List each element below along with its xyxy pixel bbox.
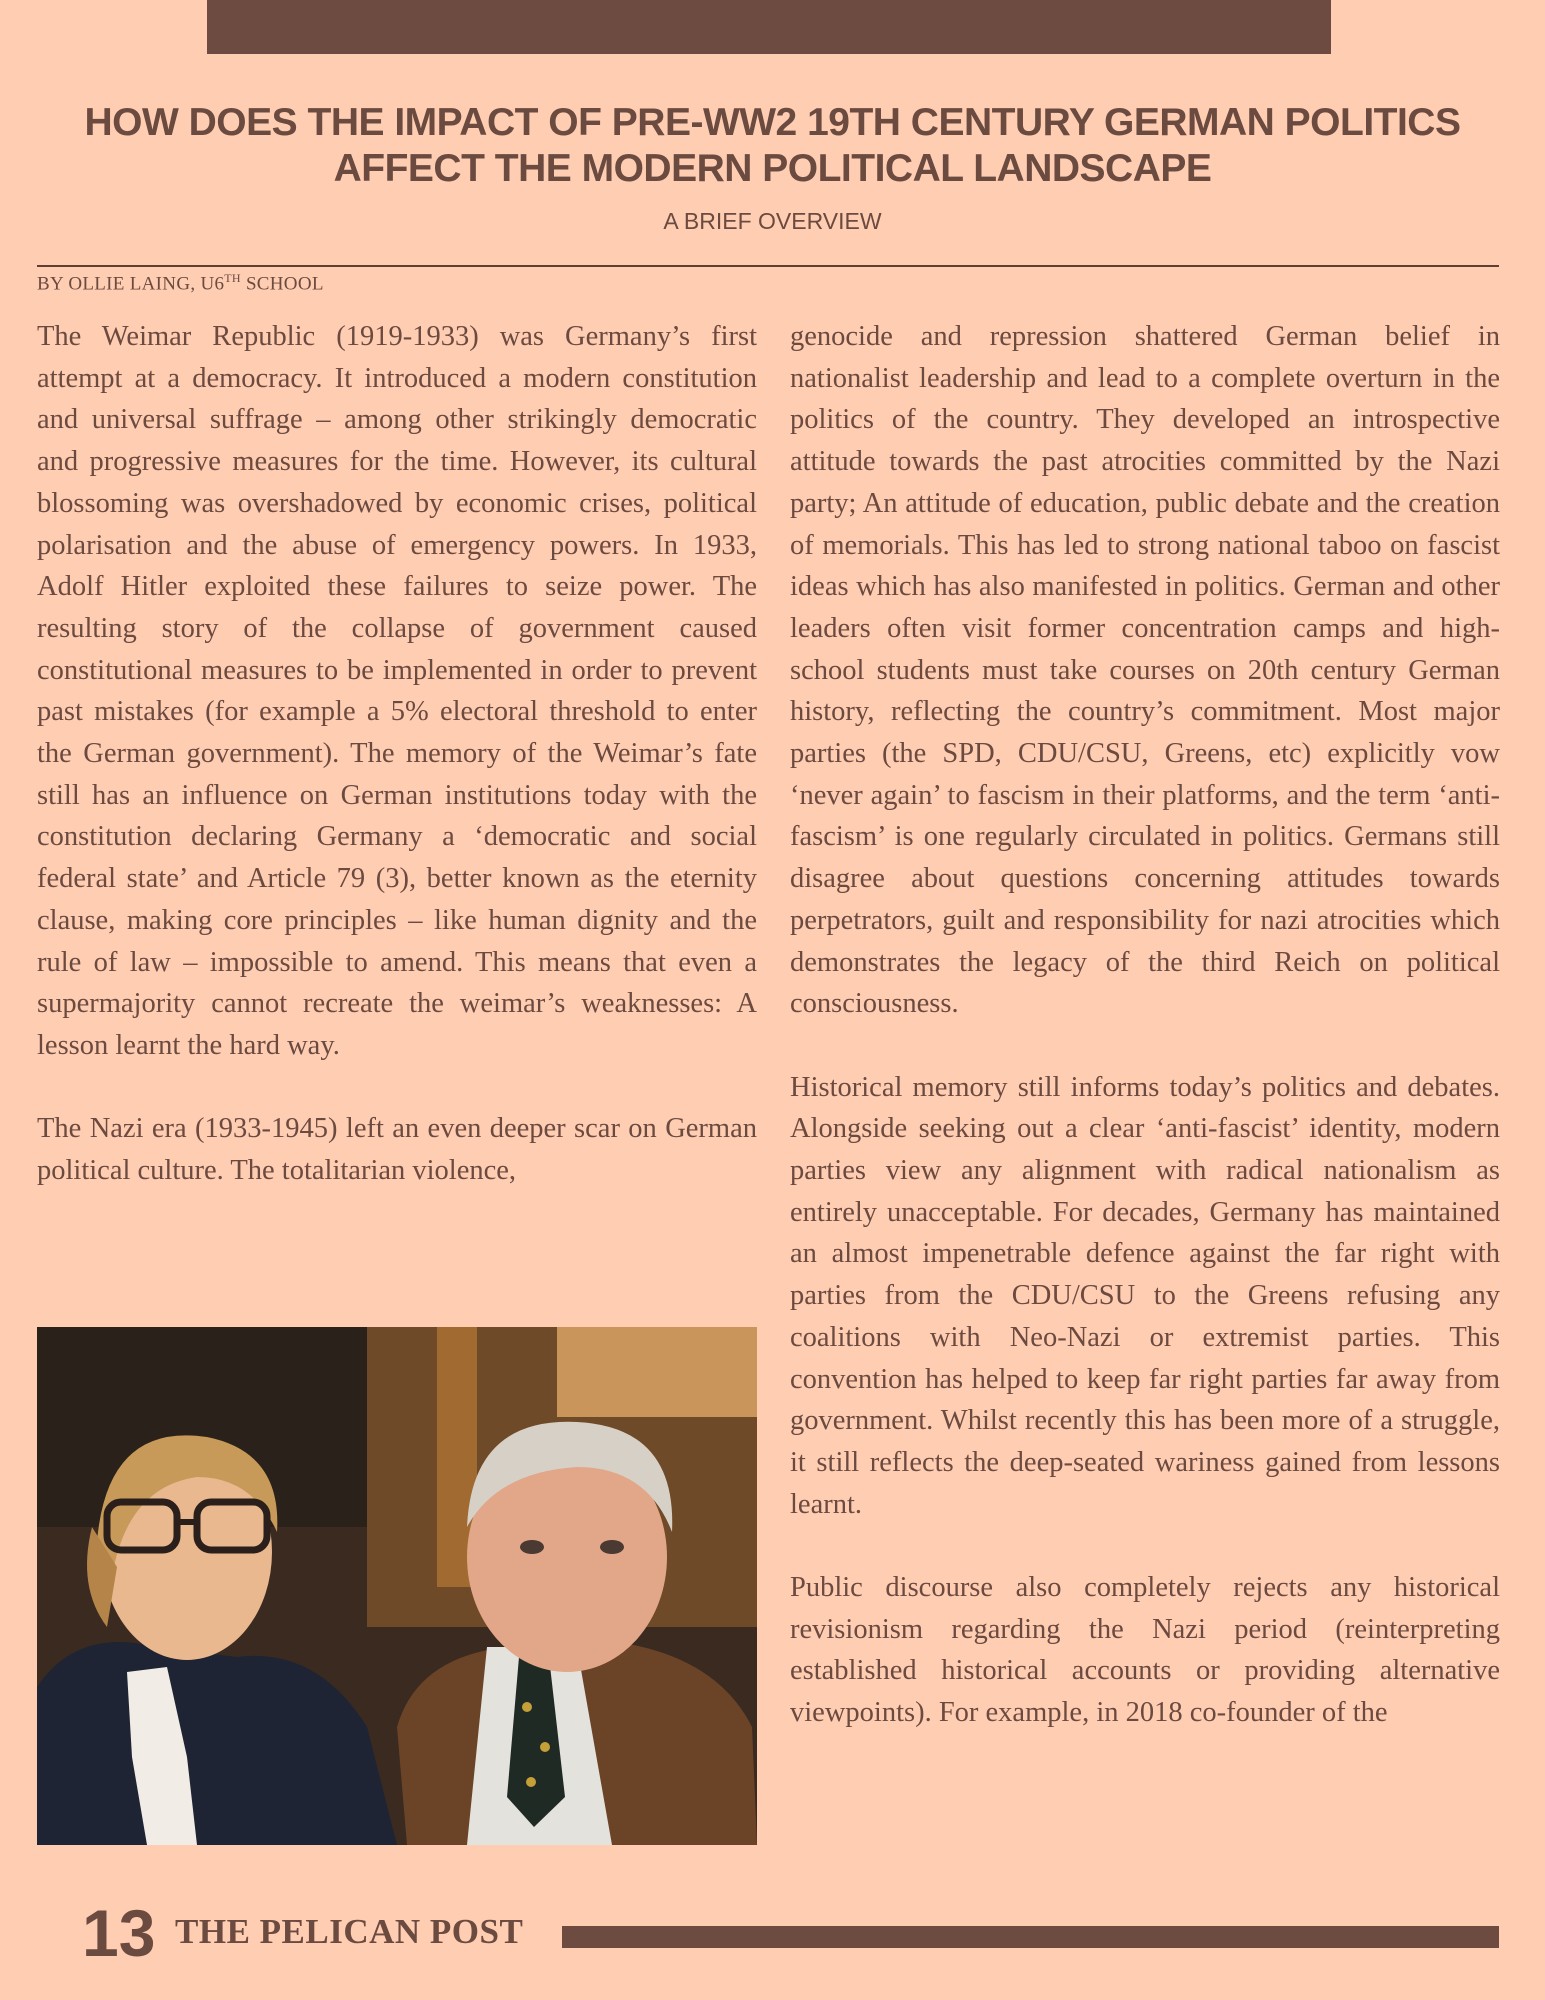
photo-illustration: [37, 1327, 757, 1845]
article-photo: [37, 1327, 757, 1845]
header-divider: [37, 265, 1499, 267]
page-number: 13: [82, 1896, 156, 1970]
article-title: HOW DOES THE IMPACT OF PRE-WW2 19TH CENTURY GERMAN POLITICS AFFECT THE MODERN POLITICAL LANDSCAPE: [84, 101, 1461, 190]
byline: [37, 271, 324, 295]
article-subtitle: A BRIEF OVERVIEW: [663, 208, 882, 234]
paragraph-weimar: The Weimar Republic (1919-1933) was Germany’s first attempt at a democracy. It introduced a modern constitution and universal suffrage – among other strikingly democratic and progressive measures for the time. However, its cultural blossoming was overshadowed by economic crises, political polarisation and the abuse of emergency powers. In 1933, Adolf Hitler exploited these failures to seize power. The resulting story of the collapse of government caused constitutional measures to be implemented in order to prevent past mistakes (for example a 5% electoral threshold to enter the German government). The memory of the Weimar’s fate still has an influence on German institutions today with the constitution declaring Germany a ‘democratic and social federal state’ and Article 79 (3), better known as the eternity clause, making core principles – like human dignity and the rule of law – impossible to amend. This means that even a supermajority cannot recreate the weimar’s weaknesses: A lesson learnt the hard way.: [37, 321, 757, 1061]
byline-author: BY OLLIE LAING, U6: [37, 273, 225, 295]
paragraph-public-discourse: Public discourse also completely rejects any historical revisionism regarding the Nazi period (reinterpreting established historical accounts or providing alternative viewpoints). For example, in 2018 co-founder of the: [790, 1572, 1500, 1729]
publication-name: THE PELICAN POST: [175, 1912, 524, 1951]
article-column-right: [790, 316, 1500, 1776]
paragraph-historical-memory: Historical memory still informs today’s politics and debates. Alongside seeking out a clear ‘anti-fascist’ identity, modern parties view any alignment with radical nationalism as entirely unacceptable. For decades, Germany has maintained an almost impenetrable defence against the far right with parties from the CDU/CSU to the Greens refusing any coalitions with Neo-Nazi or extremist parties. This convention has helped to keep far right parties far away from government. Whilst recently this has been more of a struggle, it still reflects the deep-seated wariness gained from lessons learnt.: [790, 1071, 1500, 1520]
paragraph-nazi-era: The Nazi era (1933-1945) left an even deeper scar on German political culture. The totalitarian violence,: [37, 1113, 757, 1187]
footer-decorative-bar: [562, 1926, 1499, 1948]
byline-school: SCHOOL: [240, 273, 324, 295]
byline-superscript: TH: [224, 271, 241, 285]
top-decorative-bar: [207, 0, 1331, 54]
paragraph-post-war: genocide and repression shattered German belief in nationalist leadership and lead to a complete overturn in the politics of the country. They developed an introspective attitude towards the past atrocities committed by the Nazi party; An attitude of education, public debate and the creation of memorials. This has led to strong national taboo on fascist ideas which has also manifested in politics. German and other leaders often visit former concentration camps and high-school students must take courses on 20th century German history, reflecting the country’s commitment. Most major parties (the SPD, CDU/CSU, Greens, etc) explicitly vow ‘never again’ to fascism in their platforms, and the term ‘anti-fascism’ is one regularly circulated in politics. Germans still disagree about questions concerning attitudes towards perpetrators, guilt and responsibility for nazi atrocities which demonstrates the legacy of the third Reich on political consciousness.: [790, 321, 1500, 1020]
article-column-left: [37, 316, 757, 1233]
